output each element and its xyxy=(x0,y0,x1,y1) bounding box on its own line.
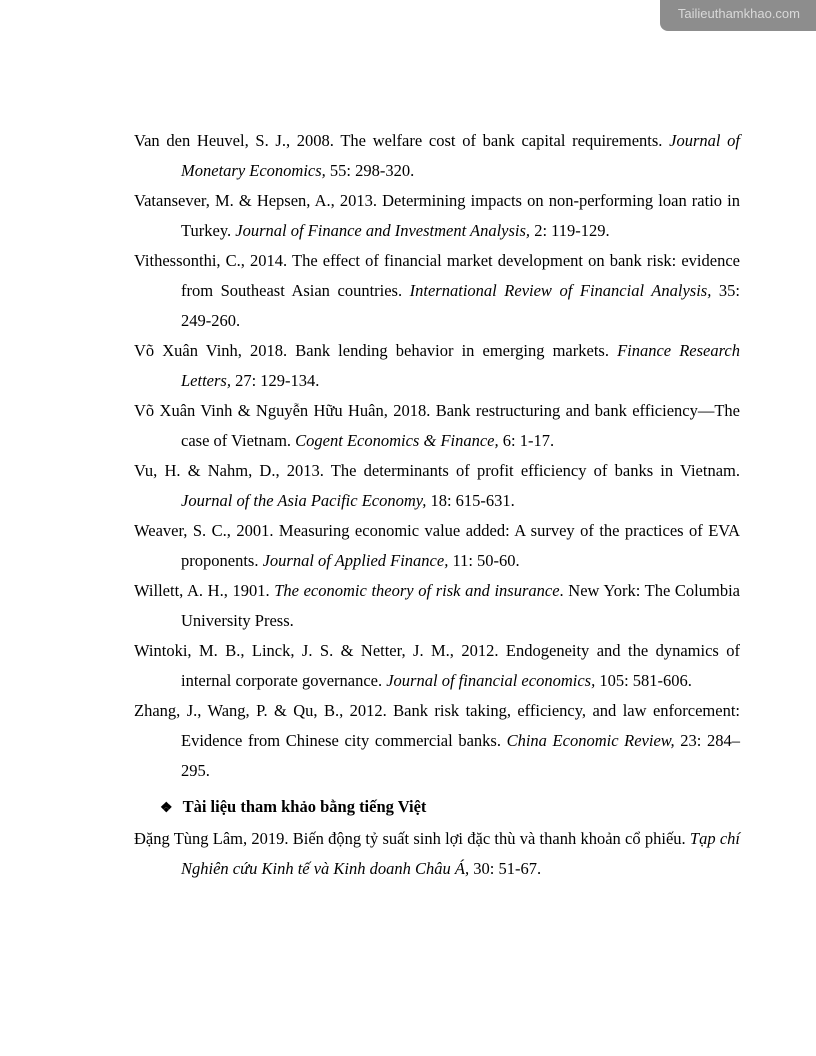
reference-text: 35: 249-260. xyxy=(181,281,740,330)
reference-list-vietnamese xyxy=(134,824,740,884)
reference-entry xyxy=(134,186,740,246)
reference-text: Võ Xuân Vinh, 2018. Bank lending behavior in emerging markets. xyxy=(134,341,618,360)
journal-title: The economic theory of risk and insurance xyxy=(274,581,560,600)
reference-entry xyxy=(134,336,740,396)
reference-text: Wintoki, M. B., Linck, J. S. & Netter, J. M., 2012. Endogeneity and the dynamics of internal corporate governance. xyxy=(134,641,740,690)
reference-text: 18: 615-631. xyxy=(426,491,515,510)
reference-text: 30: 51-67. xyxy=(469,859,542,878)
reference-text: Vu, H. & Nahm, D., 2013. The determinants of profit efficiency of banks in Vietnam. xyxy=(134,461,740,480)
reference-text: 55: 298-320. xyxy=(325,161,415,180)
reference-text: 11: 50-60. xyxy=(448,551,520,570)
reference-entry xyxy=(134,516,740,576)
section-heading-vietnamese-references xyxy=(134,792,740,824)
reference-entry xyxy=(134,696,740,786)
reference-text: 105: 581-606. xyxy=(595,671,692,690)
reference-text: Zhang, J., Wang, P. & Qu, B., 2012. Bank risk taking, efficiency, and law enforcement: Evidence from Chinese city commercial banks. xyxy=(134,701,740,750)
journal-title: Journal of Finance and Investment Analysis, xyxy=(235,221,531,240)
reference-text: Vatansever, M. & Hepsen, A., 2013. Determining impacts on non-performing loan ratio in Turkey. xyxy=(134,191,740,240)
journal-title: Journal of Applied Finance, xyxy=(262,551,449,570)
journal-title: Journal of Monetary Economics, xyxy=(181,131,741,180)
reference-entry xyxy=(134,636,740,696)
reference-list-english xyxy=(134,126,740,786)
watermark-text: Tailieuthamkhao.com xyxy=(677,6,800,21)
watermark-banner xyxy=(660,0,816,31)
journal-title: Cogent Economics & Finance, xyxy=(295,431,499,450)
journal-title: Tạp chí Nghiên cứu Kinh tế và Kinh doanh Châu Á, xyxy=(181,829,740,878)
reference-text: 6: 1-17. xyxy=(498,431,555,450)
references-content xyxy=(134,126,740,884)
reference-text: Đặng Tùng Lâm, 2019. Biến động tỷ suất sinh lợi đặc thù và thanh khoản cổ phiếu. xyxy=(134,829,690,848)
reference-entry xyxy=(134,576,740,636)
reference-entry xyxy=(134,456,740,516)
reference-text: . New York: The Columbia University Press. xyxy=(181,581,740,630)
reference-entry xyxy=(134,246,740,336)
section-heading-text: Tài liệu tham khảo bằng tiếng Việt xyxy=(182,797,427,816)
diamond-bullet-icon: ❖ xyxy=(160,801,173,816)
journal-title: China Economic Review, xyxy=(506,731,675,750)
journal-title: Finance Research Letters, xyxy=(181,341,740,390)
reference-text: Weaver, S. C., 2001. Measuring economic value added: A survey of the practices of EVA proponents. xyxy=(134,521,740,570)
reference-text: 27: 129-134. xyxy=(230,371,320,390)
reference-text: Vithessonthi, C., 2014. The effect of financial market development on bank risk: evidence from Southeast Asian countries. xyxy=(134,251,740,300)
reference-text: Willett, A. H., 1901. xyxy=(134,581,275,600)
reference-text: Van den Heuvel, S. J., 2008. The welfare cost of bank capital requirements. xyxy=(134,131,670,150)
reference-entry xyxy=(134,824,740,884)
reference-text: Võ Xuân Vinh & Nguyễn Hữu Huân, 2018. Bank restructuring and bank efficiency—The case of Vietnam. xyxy=(134,401,740,450)
reference-text: 2: 119-129. xyxy=(530,221,610,240)
reference-entry xyxy=(134,126,740,186)
reference-entry xyxy=(134,396,740,456)
reference-text: 23: 284–295. xyxy=(181,731,740,780)
journal-title: Journal of the Asia Pacific Economy, xyxy=(181,491,427,510)
journal-title: International Review of Financial Analysis, xyxy=(409,281,712,300)
journal-title: Journal of financial economics, xyxy=(386,671,596,690)
